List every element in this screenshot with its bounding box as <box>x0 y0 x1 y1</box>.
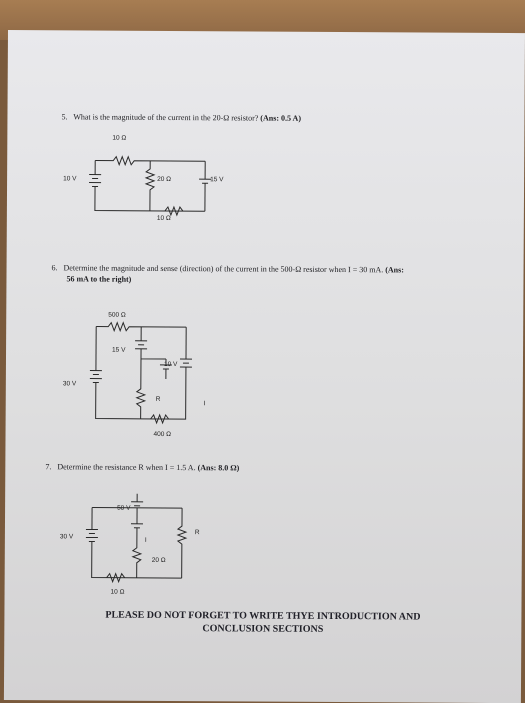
q5-label-v-right: 15 V <box>210 176 223 183</box>
q6-label-r-bottom: 400 Ω <box>154 431 172 438</box>
q6-answer: 56 mA to the right) <box>66 274 131 283</box>
q6-text: Determine the magnitude and sense (direction) of the current in the 500-Ω resistor when I = 30 mA. <box>64 263 384 274</box>
q7-label-r10: 10 Ω <box>111 589 125 596</box>
q5-answer: (Ans: 0.5 A) <box>260 114 301 123</box>
q5-text: What is the magnitude of the current in the 20-Ω resistor? <box>73 112 258 122</box>
q7-label-r20: 20 Ω <box>152 557 166 564</box>
q6-label-r: R <box>156 396 161 403</box>
q7-label-v50: 50 V <box>117 505 130 512</box>
q6-number: 6. <box>52 263 58 272</box>
q5-label-v-left: 10 V <box>63 175 76 182</box>
q6-prompt <box>52 263 404 274</box>
q6-answer-line <box>66 274 131 283</box>
q5-label-r-bottom: 10 Ω <box>157 215 171 222</box>
q6-label-v10: 10 V <box>164 361 177 368</box>
q6-circuit-diagram <box>86 318 207 429</box>
q7-number: 7. <box>45 462 51 471</box>
q6-answer-open: (Ans: <box>385 265 404 274</box>
q5-label-r-top: 10 Ω <box>112 135 126 142</box>
q7-prompt <box>45 462 239 472</box>
q7-circuit-diagram <box>82 485 193 591</box>
q7-label-r: R <box>195 529 200 536</box>
worksheet-page <box>4 30 525 703</box>
q7-answer: (Ans: 8.0 Ω) <box>198 463 240 472</box>
q6-label-v15: 15 V <box>112 347 125 354</box>
q6-label-i: I <box>204 400 206 407</box>
q6-label-v30: 30 V <box>63 380 76 387</box>
q5-number: 5. <box>61 112 67 121</box>
q7-text: Determine the resistance R when I = 1.5 A. <box>57 462 195 472</box>
q7-label-i: I <box>145 537 147 544</box>
reminder-note <box>4 608 521 637</box>
reminder-line-1: PLEASE DO NOT FORGET TO WRITE THYE INTRODUCTION AND <box>4 608 521 624</box>
q5-circuit-diagram <box>85 140 215 221</box>
reminder-line-2: CONCLUSION SECTIONS <box>4 621 521 637</box>
q5-label-r-mid: 20 Ω <box>157 176 171 183</box>
q6-label-r-top: 500 Ω <box>108 312 126 319</box>
q7-label-v30: 30 V <box>60 533 73 540</box>
q5-prompt <box>61 112 301 122</box>
